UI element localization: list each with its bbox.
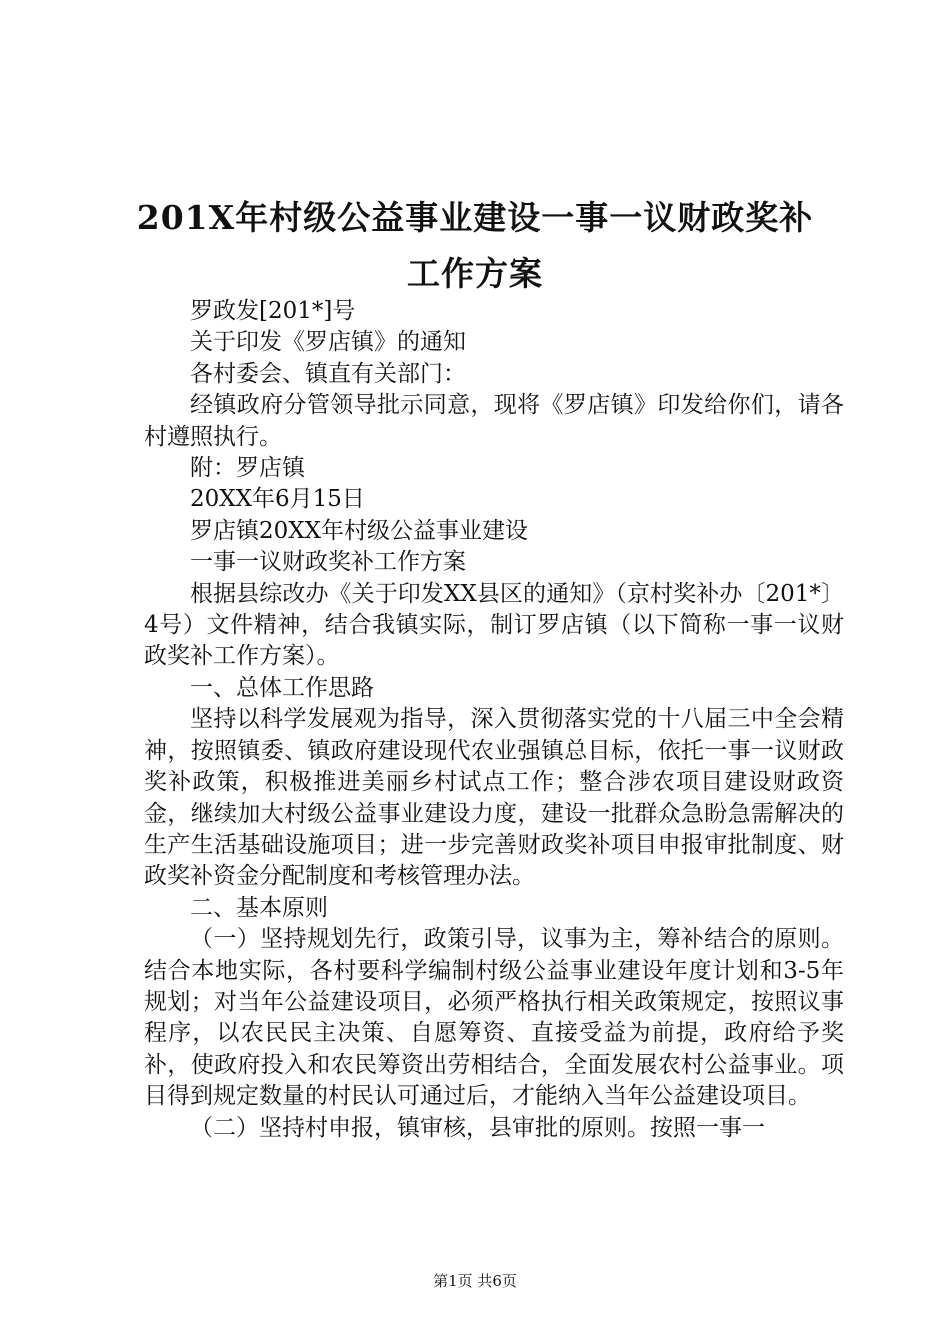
paragraph: （二）坚持村申报，镇审核，县审批的原则。按照一事一 [190, 1114, 765, 1141]
recipients: 各村委会、镇直有关部门： [190, 360, 466, 387]
document-number: 罗政发[201*]号 [190, 298, 356, 324]
paragraph: 坚持以科学发展观为指导，深入贯彻落实党的十八届三中全会精神，按照镇委、镇政府建设现代农业强镇总目标，依托一事一议财政奖补政策，积极推进美丽乡村试点工作；整合涉农项目建设财政资金，继续加大村级公益事业建设力度，建设一批群众急盼急需解决的生产生活基础设施项目；进一步完善财政奖补项目申报审批制度、财政奖补资金分配制度和考核管理办法。 [144, 706, 844, 890]
paragraph: （一）坚持规划先行，政策引导，议事为主，筹补结合的原则。结合本地实际，各村要科学编制村级公益事业建设年度计划和3-5年规划；对当年公益建设项目，必须严格执行相关政策规定，按照议事程序，以农民民主决策、自愿筹资、直接受益为前提，政府给予奖补，使政府投入和农民筹资出劳相结合，全面发展农村公益事业。项目得到规定数量的村民认可通过后，才能纳入当年公益建设项目。 [144, 926, 844, 1110]
subtitle-line-1: 罗店镇20XX年村级公益事业建设 [190, 517, 529, 544]
subtitle-line-2: 一事一议财政奖补工作方案 [190, 549, 466, 576]
date-line: 20XX年6月15日 [190, 486, 365, 513]
paragraph: 根据县综改办《关于印发XX县区的通知》（京村奖补办〔201*〕4号）文件精神，结合我镇实际，制订罗店镇（以下简称一事一议财政奖补工作方案）。 [144, 580, 844, 670]
document-body [144, 296, 844, 1144]
document-title-line-2: 工作方案 [407, 254, 543, 293]
notice-title: 关于印发《罗店镇》的通知 [190, 329, 466, 356]
page-footer: 第1页 共6页 [433, 1272, 517, 1290]
paragraph: 经镇政府分管领导批示同意，现将《罗店镇》印发给你们，请各村遵照执行。 [144, 392, 844, 450]
section-heading: 二、基本原则 [190, 894, 328, 921]
attachment-line: 附：罗店镇 [190, 455, 305, 482]
section-heading: 一、总体工作思路 [190, 674, 374, 701]
document-title-line-1: 201X年村级公益事业建设一事一议财政奖补 [136, 198, 814, 237]
